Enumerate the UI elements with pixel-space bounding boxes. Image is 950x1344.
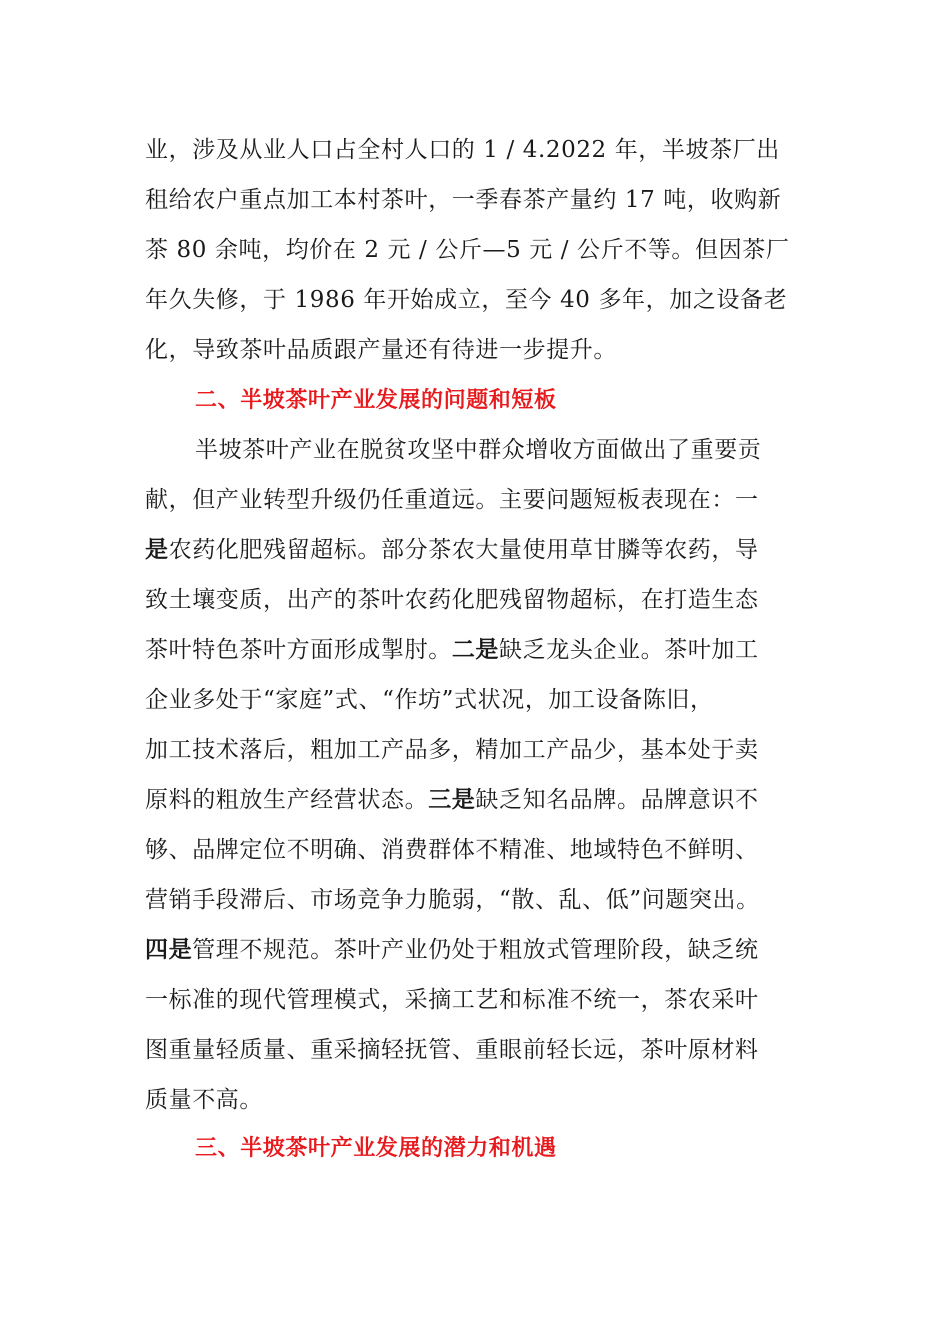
paragraph-line: 企业多处于“家庭”式、“作坊”式状况，加工设备陈旧， (145, 687, 714, 713)
section-heading-2: 二、半坡茶叶产业发展的问题和短板 (195, 388, 557, 413)
paragraph-line (145, 534, 805, 566)
paragraph-line: 年久失修，于 1986 年开始成立，至今 40 多年，加之设备老 (145, 287, 788, 313)
bold-marker: 四是 (145, 937, 193, 963)
paragraph-line: 业，涉及从业人口占全村人口的 1 / 4.2022 年，半坡茶厂出 (145, 137, 780, 163)
paragraph-line: 质量不高。 (145, 1087, 263, 1113)
paragraph-line: 半坡茶叶产业在脱贫攻坚中群众增收方面做出了重要贡 (195, 437, 762, 463)
line-text: 茶叶特色茶叶方面形成掣肘。 (145, 637, 452, 663)
paragraph-line: 献，但产业转型升级仍任重道远。主要问题短板表现在：一 (145, 487, 759, 513)
line-text: 缺乏龙头企业。茶叶加工 (499, 637, 759, 663)
paragraph-line (145, 634, 805, 666)
line-text: 管理不规范。茶叶产业仍处于粗放式管理阶段，缺乏统 (192, 937, 759, 963)
paragraph-line: 一标准的现代管理模式，采摘工艺和标准不统一，茶农采叶 (145, 987, 759, 1013)
paragraph-line: 致土壤变质，出产的茶叶农药化肥残留物超标，在打造生态 (145, 587, 759, 613)
paragraph-line: 图重量轻质量、重采摘轻抚管、重眼前轻长远，茶叶原材料 (145, 1037, 759, 1063)
paragraph-line: 租给农户重点加工本村茶叶，一季春茶产量约 17 吨，收购新 (145, 187, 782, 213)
paragraph-line: 够、品牌定位不明确、消费群体不精准、地域特色不鲜明、 (145, 837, 759, 863)
line-text: 农药化肥残留超标。部分茶农大量使用草甘膦等农药，导 (168, 537, 759, 563)
line-text: 缺乏知名品牌。品牌意识不 (475, 787, 759, 813)
bold-marker: 三是 (428, 787, 476, 813)
paragraph-line: 茶 80 余吨，均价在 2 元 / 公斤—5 元 / 公斤不等。但因茶厂 (145, 237, 790, 263)
paragraph-line: 化，导致茶叶品质跟产量还有待进一步提升。 (145, 337, 617, 363)
bold-marker: 是 (145, 537, 169, 563)
paragraph-line: 加工技术落后，粗加工产品多，精加工产品少，基本处于卖 (145, 737, 759, 763)
line-text: 原料的粗放生产经营状态。 (145, 787, 429, 813)
paragraph-line: 营销手段滞后、市场竞争力脆弱，“散、乱、低”问题突出。 (145, 887, 760, 913)
bold-marker: 二是 (451, 637, 500, 663)
section-heading-3: 三、半坡茶叶产业发展的潜力和机遇 (195, 1136, 557, 1161)
paragraph-line (145, 784, 805, 816)
paragraph-line (145, 934, 805, 966)
